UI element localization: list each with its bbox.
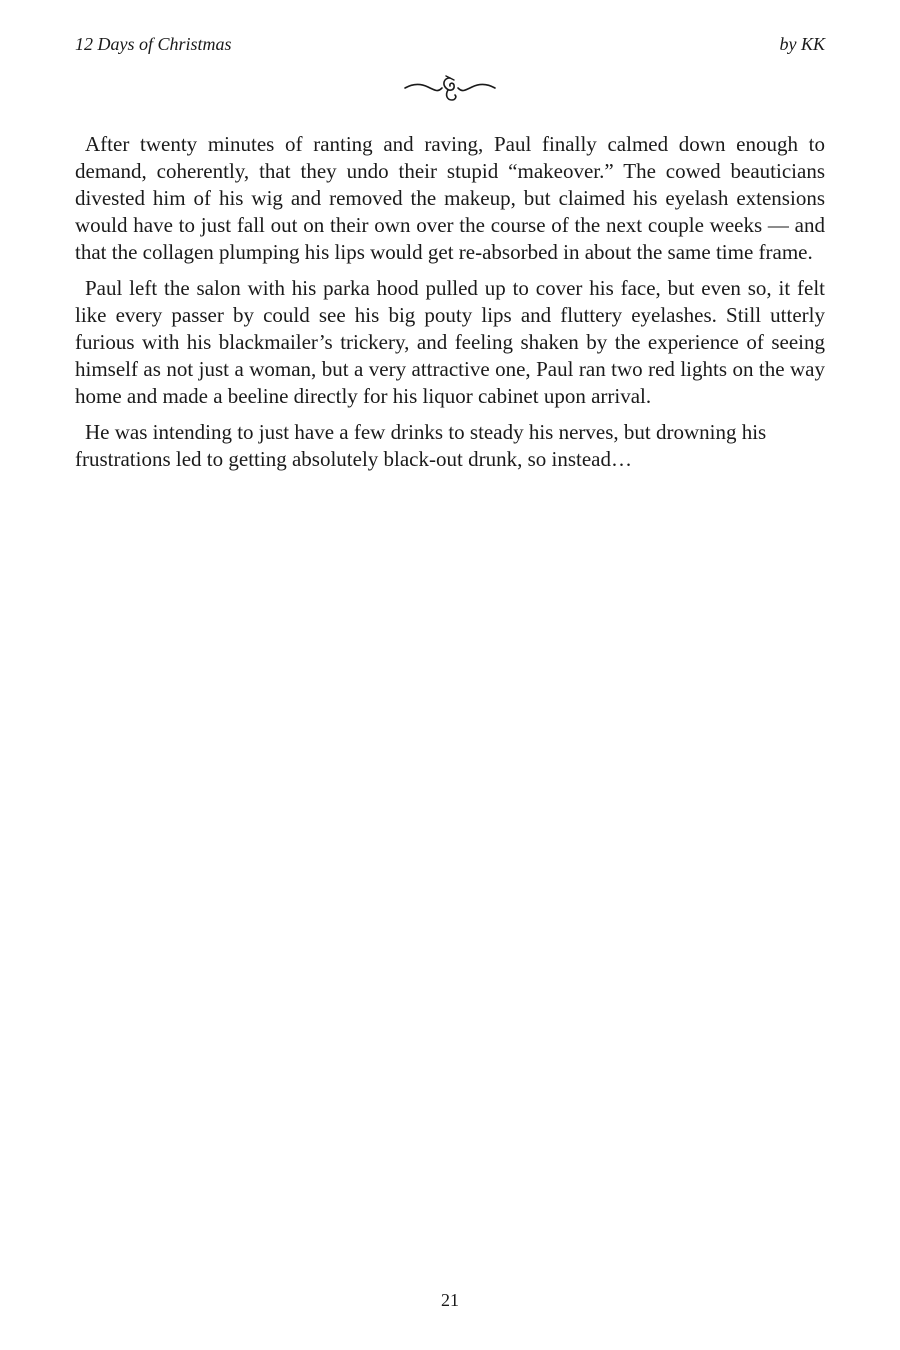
page-number: 21 <box>441 1290 459 1310</box>
paragraph: Paul left the salon with his parka hood pulled up to cover his face, but even so, it felt like every passer by could see his big pouty lips and fluttery eyelashes. Still utterly furious with his blackmailer’s trickery, and feeling shaken by the experience of seeing himself as not just a woman, but a very attractive one, Paul ran two red lights on the way home and made a beeline directly for his liquor cabinet upon arrival. <box>75 276 825 408</box>
paragraph: He was intending to just have a few drinks to steady his nerves, but drowning his frustrations led to getting absolutely black-out drunk, so instead… <box>75 420 767 471</box>
chapter-body <box>75 131 825 482</box>
paragraph: After twenty minutes of ranting and raving, Paul finally calmed down enough to demand, coherently, that they undo their stupid “makeover.” The cowed beauticians divested him of his wig and removed the makeup, but claimed his eyelash extensions would have to just fall out on their own over the course of the next couple weeks — and that the collagen plumping his lips would get re-absorbed in about the same time frame. <box>75 132 825 264</box>
book-title: 12 Days of Christmas <box>75 34 232 54</box>
decorative-swash-ornament-icon <box>400 70 500 106</box>
author-credit: by KK <box>779 34 825 54</box>
running-header <box>75 34 825 58</box>
